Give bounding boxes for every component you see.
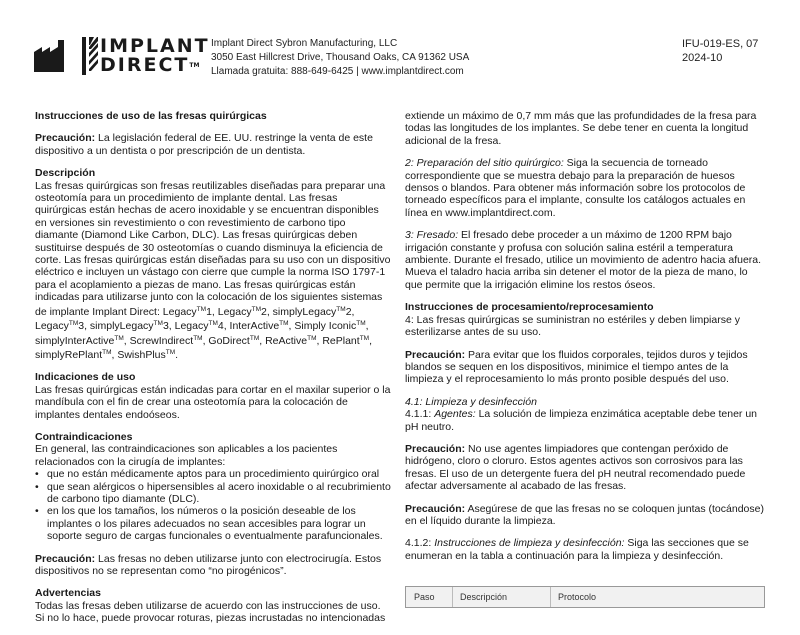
contraindications-heading: Contraindicaciones xyxy=(35,430,133,443)
step-2-text: Siga la secuencia de torneado correspondiente que se muestra debajo para la preparación de huesos densos o blandos. Para obtener más información sobre los protocolos de torneado específicos para el implante, consulte los catálogos actuales en línea en www.implantdirect.com. xyxy=(405,157,746,219)
logo-text-implant: IMPLANT xyxy=(100,35,210,57)
caution-electrosurgery xyxy=(35,553,391,578)
continued-text: extiende un máximo de 0,7 mm más que las profundidades de la fresa para todas las longitudes de los implantes. Se debe tener en cuenta la longitud adicional de la fresa. xyxy=(405,110,757,147)
description-end: . xyxy=(175,348,179,361)
document-header xyxy=(0,0,800,100)
logo-stripes-icon xyxy=(82,37,98,75)
section-4-1-2-prefix: 4.1.2: xyxy=(405,537,435,550)
section-4-1-2-label: Instrucciones de limpieza y desinfección: xyxy=(434,537,625,550)
trademark-mark: TM xyxy=(251,305,261,313)
trademark-mark: TM xyxy=(196,305,207,313)
trademark-mark: TM xyxy=(307,334,317,342)
system-name: , RePlant xyxy=(316,334,360,347)
step-2-site-preparation xyxy=(405,157,765,219)
table-divider xyxy=(550,587,551,607)
caution-text: No use agentes limpiadores que contengan peróxido de hidrógeno, cloro o cloruro. Estos agentes activos son corrosivos para las fresas. El uso de un detergente fuera del pH neutral recomendado puede afectar adversamente al acabado de las fresas. xyxy=(405,442,746,493)
trademark-mark: TM xyxy=(279,320,289,328)
company-contact: Llamada gratuita: 888-649-6425 | www.implantdirect.com xyxy=(211,66,464,77)
system-name: , simplyInterActive xyxy=(35,320,369,347)
trademark-mark: TM xyxy=(68,320,79,328)
company-info xyxy=(211,37,469,79)
caution-text: Las fresas no deben utilizarse junto con electrocirugía. Estos dispositivos no se representan como “no pirogénicos”. xyxy=(35,552,382,577)
company-name: Implant Direct Sybron Manufacturing, LLC xyxy=(211,38,398,49)
table-header-cell: Paso xyxy=(414,592,435,602)
description-text: Las fresas quirúrgicas son fresas reutilizables diseñadas para preparar una osteotomía para un procedimiento de implante dental. Las fresas quirúrgicas están hechas de acero inoxidable y se encuentran disponibles en versiones sin revestimiento o con revestimiento de carbono tipo diamante (Diamond Like Carbon, DLC). Las fresas quirúrgicas deben sustituirse después de 30 osteotomías o cuando disminuya la eficiencia de corte. Las fresas quirúrgicas están diseñadas para su uso con un dispositivo eléctrico e incluyen un vástago con cierre que cumple la norma ISO 1797-1 para el acoplamiento a piezas de mano. Las fresas quirúrgicas están indicadas para utilizarse junto con la colocación de los siguientes sistemas de implante Implant Direct: Legacy xyxy=(35,179,391,318)
indications-heading: Indicaciones de uso xyxy=(35,371,136,384)
caution-label: Precaución: xyxy=(405,348,466,361)
caution-touching xyxy=(405,503,765,528)
trademark-mark: TM xyxy=(359,334,370,342)
system-name: 2, simplyLegacy xyxy=(261,305,337,318)
contraindications-section xyxy=(35,431,391,543)
caution-drying xyxy=(405,349,765,386)
description-section xyxy=(35,167,391,361)
system-name: , simplyRePlant xyxy=(35,334,373,361)
system-name: , ReActive xyxy=(259,334,308,347)
caution-text: Asegúrese de que las fresas no se coloquen juntas (tocándose) en el líquido durante la limpieza. xyxy=(405,502,764,527)
logo-text-direct: DIRECT™ xyxy=(100,54,200,76)
section-4-1-1-label: Agentes: xyxy=(434,408,476,421)
list-item: • que no están médicamente aptos para un procedimiento quirúrgico oral xyxy=(35,468,391,480)
caution-label: Precaución: xyxy=(35,132,96,145)
processing-heading: Instrucciones de procesamiento/reprocesamiento xyxy=(405,301,654,314)
step-3-drilling xyxy=(405,229,765,291)
indications-text: Las fresas quirúrgicas están indicadas para cortar en el maxilar superior o la mandíbula con el fin de crear una osteotomía para la colocación de implantes dentales endoóseos. xyxy=(35,383,391,421)
system-name: , GoDirect xyxy=(202,334,250,347)
company-address: 3050 East Hillcrest Drive, Thousand Oaks, CA 91362 USA xyxy=(211,52,470,63)
caution-text: La legislación federal de EE. UU. restringe la venta de este dispositivo a un dentista o por prescripción de un dentista. xyxy=(35,132,373,157)
trademark-mark: TM xyxy=(208,320,218,328)
caution-label: Precaución: xyxy=(405,442,466,455)
table-divider xyxy=(452,587,453,607)
contraindications-intro: En general, las contraindicaciones son aplicables a los pacientes relacionados con la cirugía de implantes: xyxy=(35,443,338,468)
section-4-1-2 xyxy=(405,537,765,562)
warnings-heading: Advertencias xyxy=(35,587,101,600)
system-name: 3, simplyLegacy xyxy=(78,320,154,333)
processing-text: 4: Las fresas quirúrgicas se suministran no estériles y deben limpiarse y esterilizarse antes de su uso. xyxy=(405,313,740,339)
trademark-mark: TM xyxy=(153,320,163,328)
caution-label: Precaución: xyxy=(35,552,96,565)
manufacturer-factory-icon xyxy=(34,38,68,72)
system-name: , Simply Iconic xyxy=(288,320,357,333)
step-3-text: El fresado debe proceder a un máximo de 1200 RPM bajo irrigación constante y profusa con solución salina estéril a temperatura ambiente. Durante el fresado, utilice un movimiento de adentro hacia afuera. Mueva el taladro hacia arriba sin detener el motor de la pieza de mano, lo que permite que la irrigación elimine los restos óseos. xyxy=(405,229,762,291)
caution-agents xyxy=(405,443,765,493)
section-4-1-1-text: La solución de limpieza enzimática aceptable debe tener un pH neutro. xyxy=(405,408,758,433)
warnings-section xyxy=(35,587,391,624)
caution-text: Para evitar que los fluidos corporales, tejidos duros y tejidos blandos se sequen en los dispositivos, minimice el tiempo antes de la limpieza y el reprocesamiento lo más pronto posible después del uso. xyxy=(405,348,748,386)
table-header-cell: Descripción xyxy=(460,592,508,602)
doc-date: 2024-10 xyxy=(682,52,723,64)
trademark-mark: TM xyxy=(165,348,176,356)
cleaning-table-header xyxy=(405,586,765,608)
trademark-mark: TM xyxy=(336,305,346,313)
trademark-mark: TM xyxy=(356,320,366,328)
section-4-1 xyxy=(405,396,765,433)
caution-label: Precaución: xyxy=(405,502,466,515)
document-title: Instrucciones de uso de las fresas quirúrgicas xyxy=(35,110,267,122)
system-name: , ScrewIndirect xyxy=(123,334,194,347)
section-4-1-1-prefix: 4.1.1: xyxy=(405,408,435,421)
system-name: 4, InterActive xyxy=(217,320,280,333)
processing-section xyxy=(405,301,765,338)
system-name: 2, Legacy xyxy=(35,305,355,333)
document-reference xyxy=(682,37,758,65)
table-header-cell: Protocolo xyxy=(558,592,597,602)
list-item: • que sean alérgicos o hipersensibles al acero inoxidable o al recubrimiento de carbono tipo diamante (DLC). xyxy=(35,481,391,506)
system-name: , SwishPlus xyxy=(111,348,166,361)
logo-trademark: TM xyxy=(189,62,200,69)
list-item: • en los que los tamaños, los números o la posición deseable de los implantes o los pilares adecuados no sean accesibles para lograr un soporte seguro de cargas funcionales o eventualmente parafuncionales. xyxy=(35,505,391,542)
trademark-mark: TM xyxy=(102,348,112,356)
system-name: 3, Legacy xyxy=(162,320,209,333)
step-3-label: 3: Fresado: xyxy=(405,229,459,242)
warnings-text: Todas las fresas deben utilizarse de acuerdo con las instrucciones de uso. Si no lo hace, puede provocar roturas, piezas incrustadas no intencionadas xyxy=(35,599,386,625)
system-name: 1, Legacy xyxy=(206,305,252,318)
doc-code: IFU-019-ES, 07 xyxy=(682,38,759,50)
right-column xyxy=(405,110,765,572)
trademark-mark: TM xyxy=(249,334,260,342)
section-4-1-heading: 4.1: Limpieza y desinfección xyxy=(405,395,537,408)
left-column xyxy=(35,110,391,635)
contraindications-list xyxy=(35,468,391,542)
step-2-label: 2: Preparación del sitio quirúrgico: xyxy=(405,157,564,170)
section-4-1-2-text: Siga las secciones que se enumeran en la tabla a continuación para la limpieza y desinfección. xyxy=(405,537,749,562)
trademark-mark: TM xyxy=(114,334,124,342)
trademark-mark: TM xyxy=(193,334,203,342)
indications-section xyxy=(35,371,391,421)
caution-prescription xyxy=(35,132,391,157)
description-heading: Descripción xyxy=(35,167,96,180)
